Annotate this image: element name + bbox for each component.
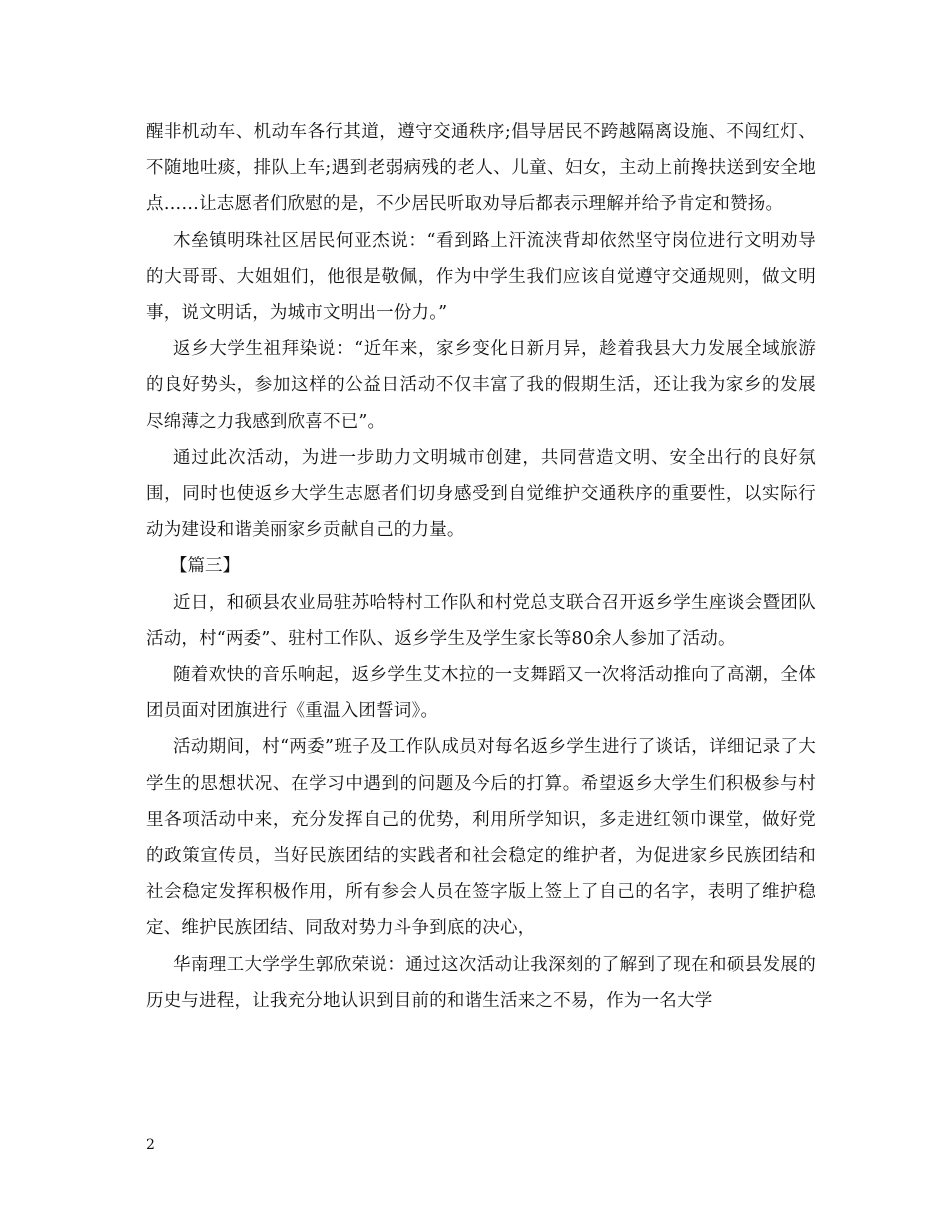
paragraph-dance: 随着欢快的音乐响起，返乡学生艾木拉的一支舞蹈又一次将活动推向了高潮，全体团员面对团旗进行《重温入团誓词》。 xyxy=(146,665,816,722)
paragraph-quote-zu-bairan: 返乡大学生祖拜染说：“近年来，家乡变化日新月异，趁着我县大力发展全域旅游的良好势头，参加这样的公益日活动不仅丰富了我的假期生活，还让我为家乡的发展尽绵薄之力我感到欣喜不已”。 xyxy=(146,339,816,432)
paragraph-continuation: 醒非机动车、机动车各行其道，遵守交通秩序;倡导居民不跨越隔离设施、不闯红灯、不随地吐痰，排队上车;遇到老弱病残的老人、儿童、妇女，主动上前搀扶送到安全地点……让志愿者们欣慰的是，不少居民听取劝导后都表示理解并给予肯定和赞扬。 xyxy=(146,122,816,215)
paragraph-activity-summary: 通过此次活动，为进一步助力文明城市创建，共同营造文明、安全出行的良好氛围，同时也使返乡大学生志愿者们切身感受到自觉维护交通秩序的重要性，以实际行动为建设和谐美丽家乡贡献自己的力量。 xyxy=(146,447,816,541)
paragraph-talks: 活动期间，村“两委”班子及工作队成员对每名返乡学生进行了谈话，详细记录了大学生的思想状况、在学习中遇到的问题及今后的打算。希望返乡大学生们积极参与村里各项活动中来，充分发挥自己的优势，利用所学知识，多走进红领巾课堂，做好党的政策宣传员，当好民族团结的实践者和社会稳定的维护者，为促进家乡民族团结和社会稳定发挥积极作用，所有参会人员在签字版上签上了自己的名字，表明了维护稳定、维护民族团结、同敌对势力斗争到底的决心， xyxy=(146,737,816,939)
section-heading: 【篇三】 xyxy=(170,556,240,577)
page-number: 2 xyxy=(146,1137,155,1153)
document-body xyxy=(146,114,816,1019)
paragraph-meeting-intro: 近日，和硕县农业局驻苏哈特村工作队和村党总支联合召开返乡学生座谈会暨团队活动，村“两委”、驻村工作队、返乡学生及学生家长等80余人参加了活动。 xyxy=(146,592,816,649)
paragraph-quote-guo-xinrong: 华南理工大学学生郭欣荣说：通过这次活动让我深刻的了解到了现在和硕县发展的历史与进程，让我充分地认识到目前的和谐生活来之不易，作为一名大学 xyxy=(146,954,816,1011)
paragraph-quote-he-yajie: 木垒镇明珠社区居民何亚杰说：“看到路上汗流浃背却依然坚守岗位进行文明劝导的大哥哥、大姐姐们，他很是敬佩，作为中学生我们应该自觉遵守交通规则，做文明事，说文明话，为城市文明出一份力。” xyxy=(146,230,816,324)
